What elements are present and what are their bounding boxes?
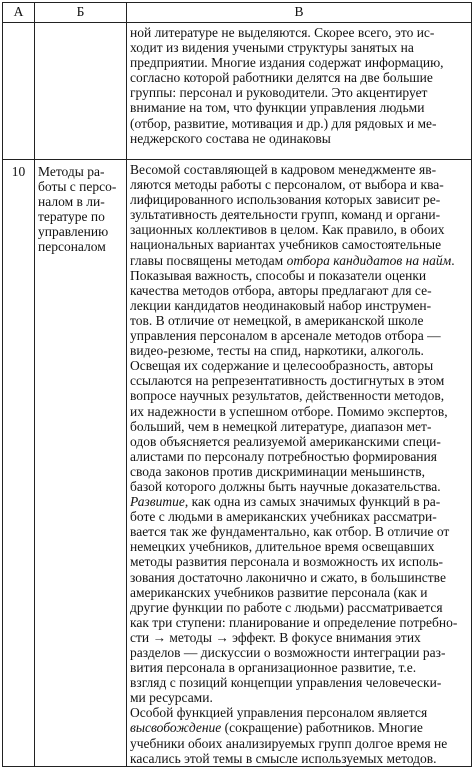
text-line: ходит из видения учеными структуры занятых на: [130, 40, 414, 56]
line-text: .: [451, 252, 455, 268]
line-text: свода законов против дискриминации меньшинств,: [130, 463, 426, 479]
line-text: взгляд с позиций концепции управления человечески-: [130, 675, 442, 691]
line-text: национальных вариантах учебников самостоятельные: [130, 237, 442, 253]
text-line: [130, 268, 468, 283]
content-text: [130, 162, 468, 766]
column-header-a: А: [3, 3, 35, 23]
line-text: зационных коллективов в целом. Как правило, в обоих: [130, 222, 445, 238]
line-text: , как одна из самых значимых функций в ра-: [184, 494, 441, 510]
text-line: [130, 585, 468, 600]
line-text: вается так же фундаментально, как отбор. В отличие от: [130, 524, 450, 540]
line-text: боте с людьми в американских учебниках рассматри-: [130, 509, 437, 525]
text-line: [130, 222, 468, 237]
text-line: [130, 343, 468, 358]
italic-term: отбора кандидатов на найм: [286, 252, 452, 268]
line-text: лекции кандидатов неодинаковый набор инструмен-: [130, 297, 432, 313]
text-line: [130, 539, 468, 554]
text-line: ной литературе не выделяются. Скорее всего, это ис-: [130, 25, 435, 40]
line-text: ляются методы работы с персоналом, от выбора и ква-: [130, 177, 444, 193]
line-text: одов объясняется реализуемой американскими специ-: [130, 433, 441, 449]
line-text: алистами по персоналу потребностью формирования: [130, 448, 437, 464]
text-line: предприятии. Многие издания содержат информацию,: [130, 55, 444, 71]
line-text: вопросе научных результатов, действенности методов,: [130, 388, 445, 404]
text-line: [130, 464, 468, 479]
method-line: управлению: [38, 224, 109, 240]
italic-term: высвобождение: [130, 720, 222, 736]
text-line: (отбор, развитие, мотивация и др.) для рядовых и ме-: [130, 115, 437, 131]
method-line: тературе по: [38, 209, 105, 225]
text-line: [130, 494, 468, 509]
line-text: (сокращение) работников. Многие: [221, 720, 423, 736]
text-line: [130, 162, 468, 177]
text-line: [130, 177, 468, 192]
text-line: [130, 419, 468, 434]
line-text: сти → методы → эффект. В фокусе внимания этих: [130, 629, 421, 645]
table-row: [3, 23, 472, 160]
line-text: ссылаются на репрезентативность достигнутых в этом: [130, 373, 445, 389]
text-line: [130, 720, 468, 735]
method-cell: [35, 23, 127, 160]
line-text: управления персоналом в арсенале методов отбора —: [130, 328, 441, 344]
text-line: внимание на том, что функции управления людьми: [130, 100, 425, 116]
text-line: [130, 283, 468, 298]
text-line: [130, 570, 468, 585]
text-line: [130, 675, 468, 690]
row-number-cell: 10: [3, 160, 35, 767]
text-line: [130, 434, 468, 449]
text-line: [130, 298, 468, 313]
method-line: боты с персо-: [38, 179, 117, 195]
line-text: зования достаточно лаконично и сжато, в большинстве: [130, 569, 446, 585]
text-line: [130, 600, 468, 615]
text-line: неджерского состава не одинаковы: [130, 130, 331, 146]
line-text: базой которого должны быть научные доказательства.: [130, 478, 441, 494]
line-text: другие функции по работе с людьми) рассматривается: [130, 599, 443, 615]
method-line: Методы ра-: [38, 164, 105, 179]
line-text: лифицированного использования которых зависит ре-: [130, 192, 441, 208]
line-text: немецких учебников, длительное время освещавших: [130, 539, 435, 555]
column-header-v: В: [127, 3, 472, 23]
text-line: согласно которой работники делятся на две большие: [130, 70, 433, 86]
text-line: [130, 237, 468, 252]
italic-term: Развитие: [130, 494, 185, 510]
text-line: [130, 207, 468, 222]
method-title: [38, 164, 123, 255]
line-text: Показывая важность, способы и показатели оценки: [130, 267, 427, 283]
line-text: Освещая их содержание и целесообразность, авторы: [130, 358, 434, 374]
table-row: [3, 160, 472, 767]
method-line: налом в ли-: [38, 194, 105, 210]
method-line: персоналом: [38, 239, 106, 255]
text-line: [130, 192, 468, 207]
text-line: [130, 358, 468, 373]
text-line: [130, 404, 468, 419]
line-text: американских учебников развитие персонала (как и: [130, 584, 428, 600]
text-line: [130, 524, 468, 539]
content-text: [130, 25, 468, 146]
line-text: как три ступени: планирование и определение потребно-: [130, 614, 458, 630]
text-line: [130, 373, 468, 388]
line-text: зультативность деятельности групп, команд и органи-: [130, 207, 441, 223]
line-text: методы развития персонала и возможность их исполь-: [130, 554, 444, 570]
text-line: [130, 690, 468, 705]
text-line: [130, 751, 468, 766]
method-cell: [35, 160, 127, 767]
line-text: их надежности в успешном отборе. Помимо экспертов,: [130, 403, 448, 419]
text-line: [130, 660, 468, 675]
line-text: больший, чем в немецкой литературе, диапазон мет-: [130, 418, 432, 434]
text-line: [130, 253, 468, 268]
line-text: касались этой темы в смысле используемых методов.: [130, 750, 437, 766]
line-text: Особой функцией управления персоналом является: [130, 705, 428, 721]
comparison-table: [2, 2, 472, 767]
line-text: вития персонала в организационное развитие, т.е.: [130, 660, 417, 676]
text-line: [130, 479, 468, 494]
text-line: [130, 705, 468, 720]
text-line: [130, 645, 468, 660]
text-line: [130, 554, 468, 569]
text-line: группы: персонал и руководители. Это акцентирует: [130, 85, 428, 101]
text-line: [130, 388, 468, 403]
content-cell: [127, 160, 472, 767]
text-line: [130, 328, 468, 343]
text-line: [130, 313, 468, 328]
row-number-cell: [3, 23, 35, 160]
content-cell: [127, 23, 472, 160]
line-text: главы посвящены методам: [130, 252, 287, 268]
text-line: [130, 449, 468, 464]
text-line: [130, 630, 468, 645]
text-line: [130, 509, 468, 524]
line-text: видео-резюме, тесты на спид, наркотики, алкоголь.: [130, 343, 424, 359]
line-text: разделов — дискуссии о возможности интеграции раз-: [130, 645, 446, 660]
line-text: качества методов отбора, авторы предлагают для се-: [130, 282, 432, 298]
line-text: тов. В отличие от немецкой, в американской школе: [130, 312, 424, 328]
line-text: учебники обоих анализируемых групп долгое время не: [130, 735, 448, 751]
line-text: Весомой составляющей в кадровом менеджменте яв-: [130, 162, 437, 177]
text-line: [130, 736, 468, 751]
line-text: ми ресурсами.: [130, 690, 213, 706]
text-line: [130, 615, 468, 630]
column-header-b: Б: [35, 3, 127, 23]
table-header-row: [3, 3, 472, 23]
